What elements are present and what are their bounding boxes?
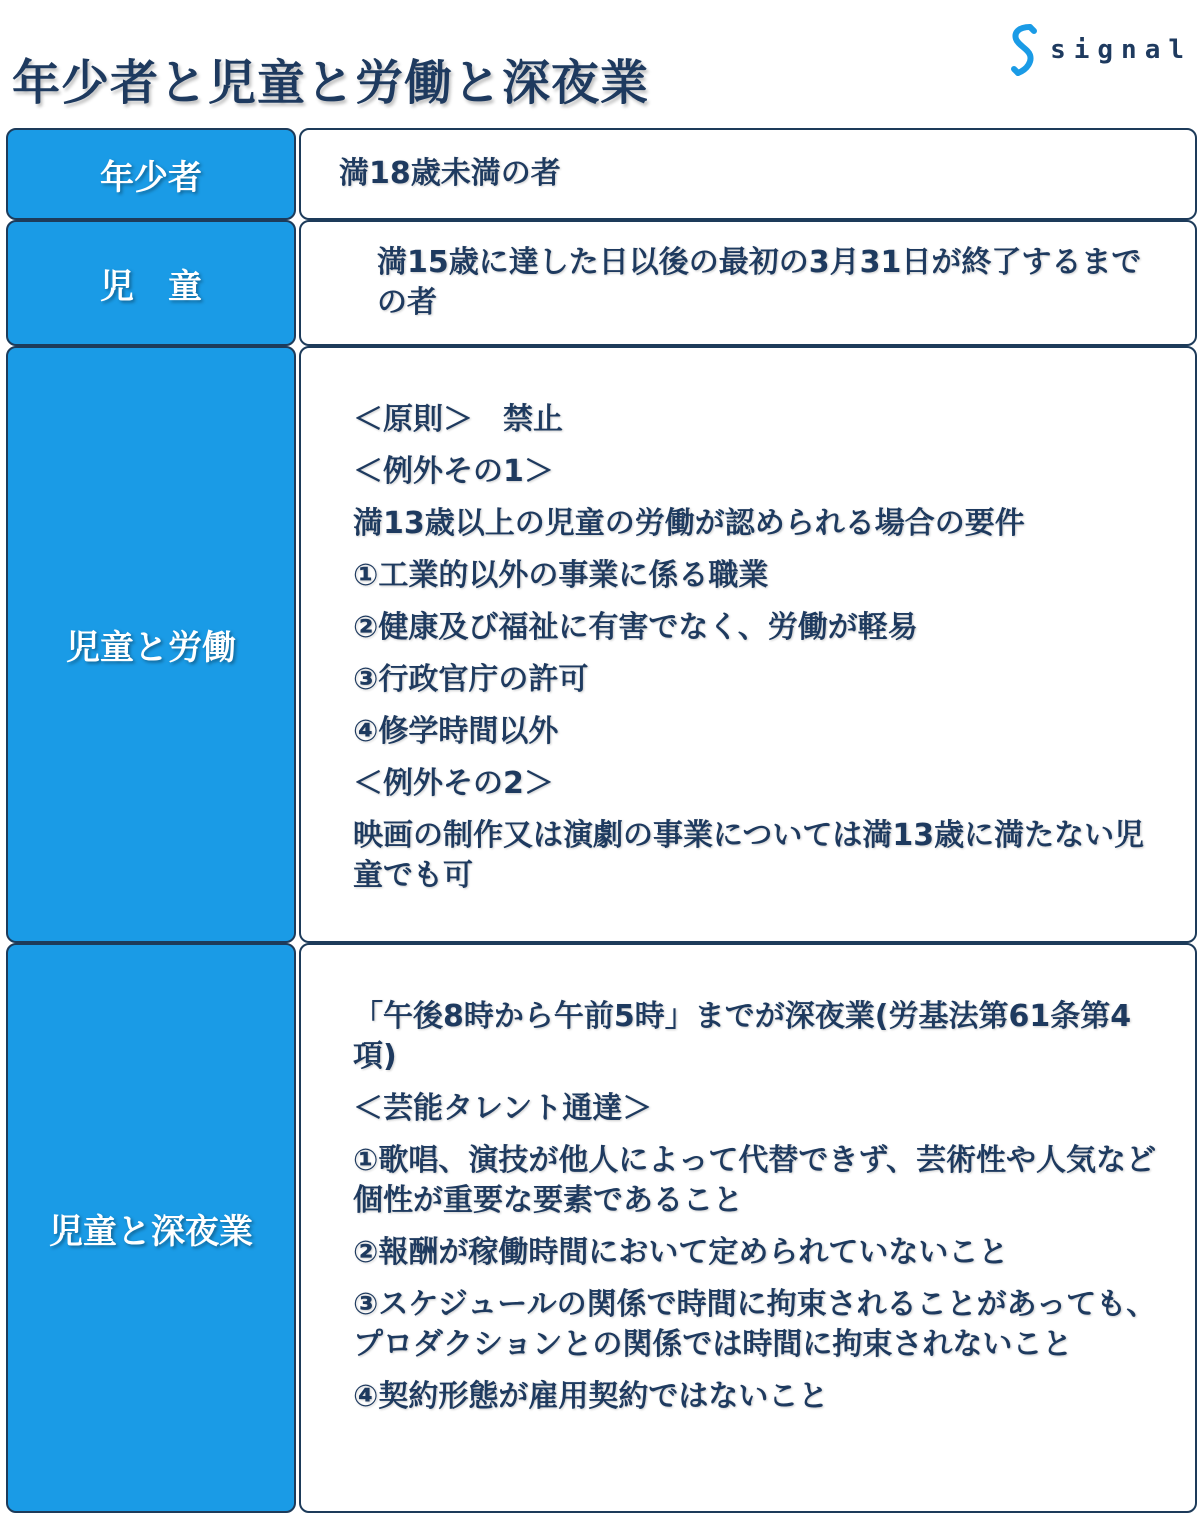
row-label: 児 童 xyxy=(6,220,296,346)
table-row xyxy=(6,220,1197,346)
rule-line: ④修学時間以外 xyxy=(353,714,559,749)
rule-line: ②報酬が稼働時間において定められていないこと xyxy=(353,1235,1009,1270)
table-row xyxy=(6,128,1197,220)
row-content xyxy=(299,943,1197,1513)
logo-text: signal xyxy=(1050,35,1192,65)
rule-line: 満13歳以上の児童の労働が認められる場合の要件 xyxy=(353,506,1025,541)
rule-line: 「午後8時から午前5時」までが深夜業(労基法第61条第4項) xyxy=(353,999,1132,1074)
row-content xyxy=(299,346,1197,943)
rule-line: ①歌唱、演技が他人によって代替できず、芸術性や人気など個性が重要な要素であること xyxy=(353,1143,1156,1218)
rule-line: ②健康及び福祉に有害でなく、労働が軽易 xyxy=(353,610,918,645)
row-label: 年少者 xyxy=(6,128,296,220)
definition-text: 満18歳未満の者 xyxy=(339,156,561,191)
rule-line: ＜例外その1＞ xyxy=(353,454,554,489)
table-row xyxy=(6,943,1197,1513)
rule-line: ①工業的以外の事業に係る職業 xyxy=(353,558,769,593)
rule-line: ④契約形態が雇用契約ではないこと xyxy=(353,1379,829,1414)
signal-logo xyxy=(1006,20,1192,80)
row-content xyxy=(299,220,1197,346)
rule-line: ＜芸能タレント通達＞ xyxy=(353,1091,653,1126)
page-title: 年少者と児童と労働と深夜業 xyxy=(12,55,650,111)
row-content xyxy=(299,128,1197,220)
row-label: 児童と労働 xyxy=(6,346,296,943)
signal-s-logo-icon xyxy=(1006,21,1040,79)
rule-list xyxy=(353,997,1167,1429)
rule-line: ③スケジュールの関係で時間に拘束されることがあっても、プロダクションとの関係では時間に拘束されないこと xyxy=(353,1287,1157,1362)
row-label: 児童と深夜業 xyxy=(6,943,296,1513)
rule-line: ＜原則＞ 禁止 xyxy=(353,402,563,437)
rule-line: ＜例外その2＞ xyxy=(353,766,554,801)
rule-line: 映画の制作又は演劇の事業については満13歳に満たない児童でも可 xyxy=(353,818,1145,893)
definition-text: 満15歳に達した日以後の最初の3月31日が終了するまでの者 xyxy=(377,245,1142,320)
rule-list xyxy=(353,400,1167,908)
rule-line: ③行政官庁の許可 xyxy=(353,662,589,697)
table-row xyxy=(6,346,1197,943)
